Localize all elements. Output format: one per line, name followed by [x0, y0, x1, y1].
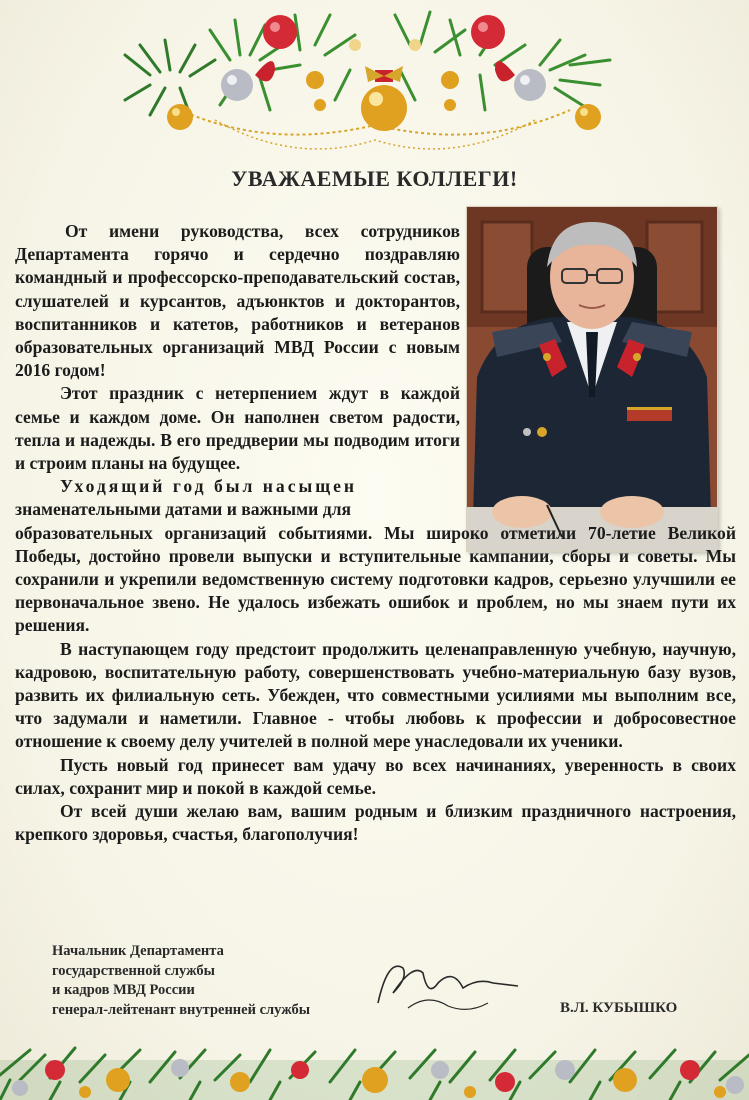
paragraph-closing: От всей души желаю вам, вашим родным и близким праздничного настроения, крепкого здоровья, счастья, благополучия! [15, 801, 736, 845]
bottom-christmas-garland [0, 1020, 749, 1100]
position-line: генерал-лейтенант внутренней службы [52, 1001, 311, 1018]
position-line: и кадров МВД России [52, 982, 195, 998]
signatory-name: В.Л. КУБЫШКО [560, 1000, 678, 1016]
paragraph-year-line-1: Уходящий год был насыщен [60, 476, 358, 497]
position-line: государственной службы [52, 962, 215, 979]
paragraph-year-rest: образовательных организаций событиями. Мы широко отметили 70-летие Великой Победы, достойно провели выпуски и вступительные кампании, сборы и советы. Мы сохранили и укрепили ведомственную систему подготовки кадров, серьезно улучшили ее первоначальное звено. Не удалось избежать ошибок и проблем, но мы знаем пути их решения. [15, 522, 736, 636]
paragraph-year-line-2: знаменательными датами и важными для [15, 499, 351, 520]
narrow-column [15, 220, 460, 522]
handwritten-signature [368, 948, 533, 1020]
letter-title: УВАЖАЕМЫЕ КОЛЛЕГИ! [231, 166, 518, 191]
signature-position [52, 942, 310, 1020]
position-line: Начальник Департамента [52, 943, 224, 959]
paragraph-greeting: От имени руководства, всех сотрудников Департамента горячо и сердечно поздравляю командный и профессорско-преподавательский состав, слушателей и курсантов, адъюнктов и докторантов, воспитанников и катетов, работников и ветеранов образовательных организаций МВД России с новым 2016 годом! [15, 221, 460, 381]
paragraph-wishes: Пусть новый год принесет вам удачу во всех начинаниях, уверенность в своих силах, сохранит мир и покой в каждой семье. [15, 754, 736, 798]
letter-body [15, 220, 736, 846]
top-christmas-garland [120, 0, 630, 170]
paragraph-next-year: В наступающем году предстоит продолжить целенаправленную учебную, научную, кадровою, воспитательную работу, совершенствовать учебно-материальную базу вузов, развить их филиальную сеть. Убежден, что совместными усилиями мы выполним все, что задумали и наметили. Главное - чтобы любовь к профессии и добросовестное отношение к своему делу учителей в полной мере унаследовали их ученики. [15, 638, 736, 752]
paragraph-holiday: Этот праздник с нетерпением ждут в каждой семье и каждом доме. Он наполнен светом радости, тепла и надежды. В его преддверии мы подводим итоги и строим планы на будущее. [15, 383, 460, 474]
